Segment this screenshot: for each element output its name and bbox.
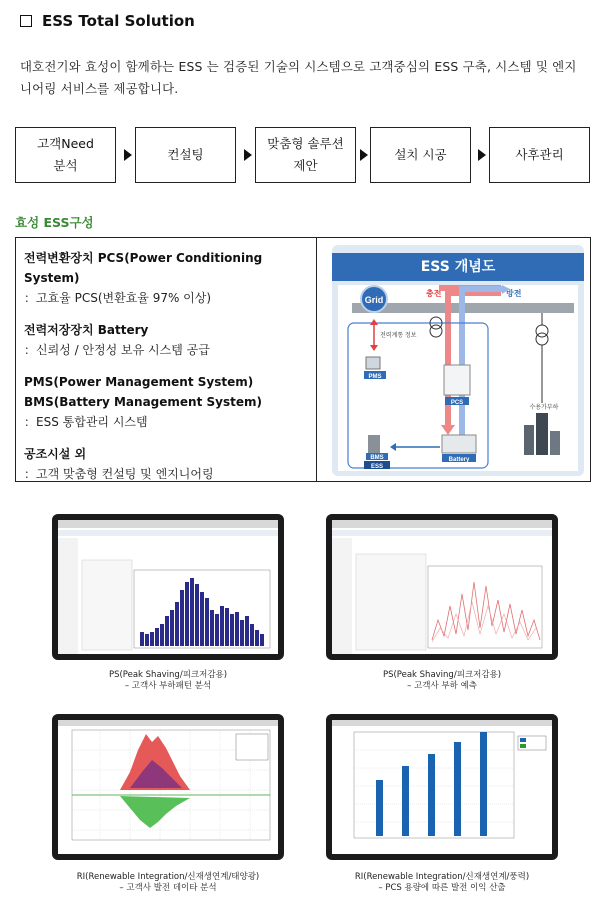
flow-step-line: 사후관리 [515, 147, 564, 162]
caption-screen-1 [38, 670, 298, 692]
arrow-right-icon [478, 149, 486, 161]
flow-step-line: 설치 시공 [394, 147, 447, 162]
item-desc-pms-bms: ：ESS 통합관리 시스템 [24, 415, 148, 429]
flow-step-custom-solution [255, 127, 356, 183]
concept-svg [338, 285, 578, 471]
flow-step-installation [370, 127, 471, 183]
flow-step-need-analysis [15, 127, 116, 183]
arrow-right-icon [360, 149, 368, 161]
charge-label: 충전 [426, 289, 442, 298]
item-desc-pcs: ：고효율 PCS(변환효율 97% 이상) [24, 291, 212, 305]
caption-line: – 고객사 부하패턴 분석 [124, 681, 212, 691]
info-arrow-head-icon [370, 319, 378, 325]
discharge-label: 방전 [506, 289, 522, 298]
caption-line: – 고객사 발전 데이타 분석 [119, 883, 217, 893]
legend-swatch [520, 738, 526, 742]
battery-label: Battery [448, 457, 470, 463]
item-heading-pms: PMS(Power Management System) [24, 375, 254, 389]
caption-line: – 고객사 부하 예측 [407, 681, 477, 691]
arrow-right-icon [244, 149, 252, 161]
info-label: 전력계통 정보 [380, 333, 417, 339]
ess-concept-diagram [332, 245, 584, 476]
item-desc-hvac: ：고객 맞춤형 컨설팅 및 엔지니어링 [24, 467, 214, 481]
concept-canvas [338, 285, 578, 471]
caption-line: PS(Peak Shaving/피크저감용) [382, 670, 502, 680]
bms-arrow-head-icon [390, 443, 396, 451]
flow-step-line: 고객Need [37, 136, 94, 151]
item-heading-battery: 전력저장장치 Battery [24, 323, 149, 337]
checkbox-square-icon [20, 15, 32, 27]
battery-device-icon [442, 435, 476, 453]
flow-step-line: 분석 [53, 158, 78, 173]
grid-label: Grid [364, 295, 384, 305]
composition-title: 효성 ESS구성 [15, 215, 94, 230]
page-title [20, 12, 195, 30]
bms-device-icon [368, 435, 380, 453]
page-title-text: ESS Total Solution [42, 12, 195, 30]
item-heading-pcs: 전력변환장치 PCS(Power Conditioning System) [24, 251, 263, 285]
caption-screen-2 [312, 670, 572, 692]
caption-screen-3 [38, 872, 298, 894]
process-flow [15, 127, 591, 183]
monitor-screen-4 [326, 714, 558, 860]
ess-label: ESS [370, 464, 384, 470]
intro-paragraph: 대호전기와 효성이 함께하는 ESS 는 검증된 기술의 시스템으로 고객중심의 ESS 구축, 시스템 및 엔지니어링 서비스를 제공합니다. [20, 59, 577, 96]
caption-line: RI(Renewable Integration/신재생연계/태양광) [76, 872, 260, 882]
item-heading-hvac: 공조시설 외 [24, 447, 87, 461]
transformer-icon [536, 333, 548, 345]
pms-label: PMS [368, 374, 382, 380]
info-arrow-head-icon [370, 345, 378, 351]
table-divider [316, 238, 317, 481]
building-icon [536, 413, 548, 455]
pms-device-icon [366, 357, 380, 369]
monitor-screen-3 [52, 714, 284, 860]
arrow-right-icon [124, 149, 132, 161]
building-icon [550, 431, 560, 455]
flow-step-line: 컨설팅 [167, 147, 204, 162]
legend-swatch [520, 744, 526, 748]
flow-step-line: 제안 [293, 158, 318, 173]
transformer-icon [430, 325, 442, 337]
pcs-device-icon [444, 365, 470, 395]
item-heading-bms: BMS(Battery Management System) [24, 395, 262, 409]
monitor-screen-2 [326, 514, 558, 660]
concept-title: ESS 개념도 [332, 253, 584, 281]
bms-label: BMS [370, 455, 384, 461]
item-desc-battery: ：신뢰성 / 안정성 보유 시스템 공급 [24, 343, 210, 357]
caption-line: PS(Peak Shaving/피크저감용) [108, 670, 228, 680]
screens-svg [0, 510, 607, 914]
flow-step-line: 맞춤형 솔루션 [267, 136, 344, 151]
flow-step-after-service [489, 127, 590, 183]
flow-step-consulting [135, 127, 236, 183]
composition-list [24, 248, 312, 484]
charge-arrow-head-icon [441, 425, 455, 435]
caption-line: RI(Renewable Integration/신재생연계/풍력) [354, 872, 530, 882]
caption-screen-4 [312, 872, 572, 894]
pcs-label: PCS [450, 400, 464, 406]
composition-table [15, 237, 591, 482]
caption-line: – PCS 용량에 따른 발전 이익 산출 [378, 883, 506, 893]
screens-area [0, 510, 607, 914]
consumer-label: 수용가부하 [529, 405, 559, 411]
legend-box [236, 734, 268, 760]
monitor-screen-1 [52, 514, 284, 660]
building-icon [524, 425, 534, 455]
